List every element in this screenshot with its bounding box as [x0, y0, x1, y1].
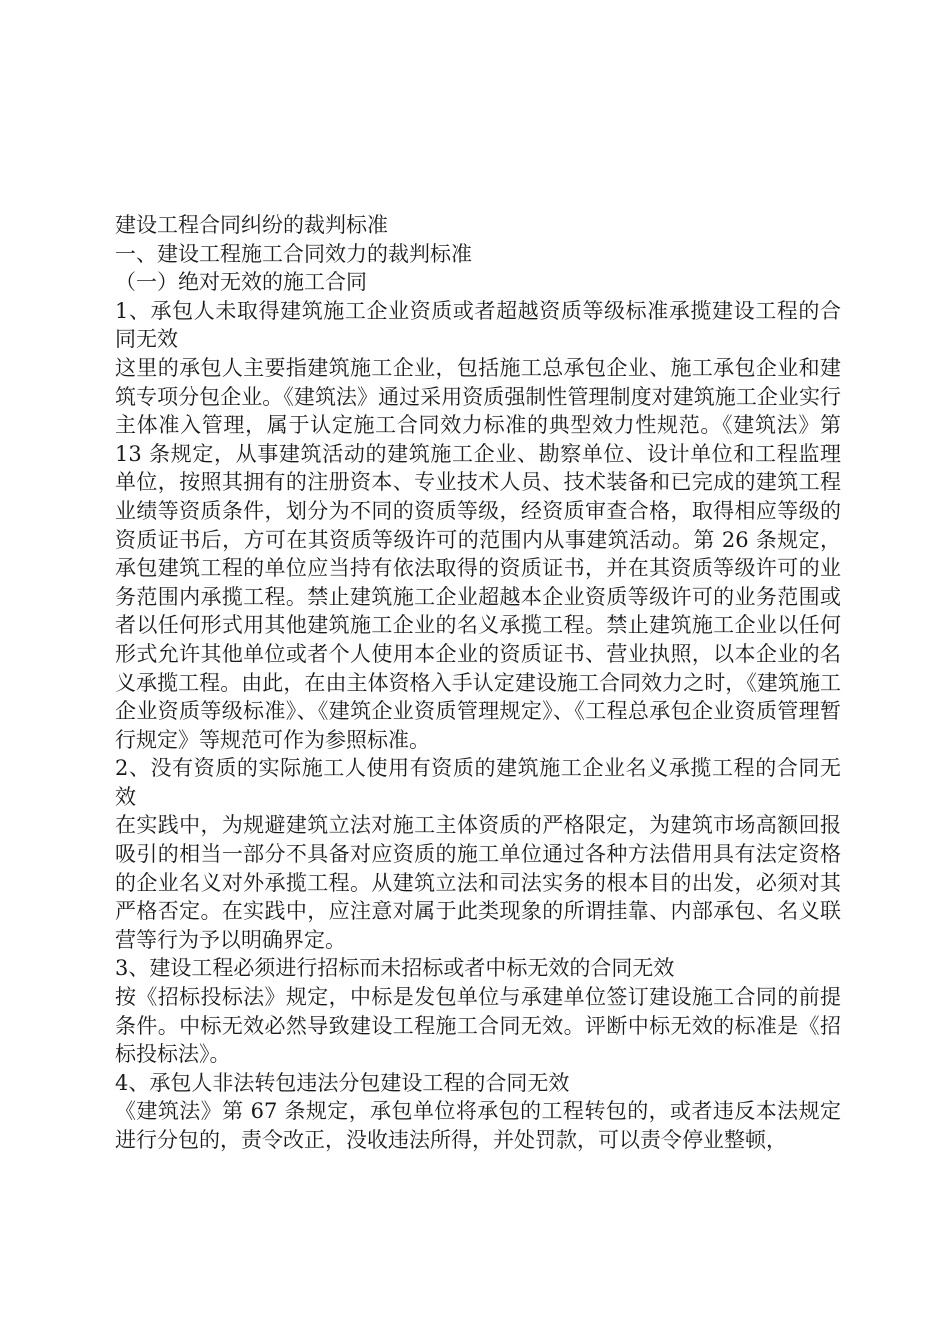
item-3-heading: 3、建设工程必须进行招标而未招标或者中标无效的合同无效 [115, 956, 675, 981]
item-2-heading: 2、没有资质的实际施工人使用有资质的建筑施工企业名义承揽工程的合同无效 [115, 756, 841, 809]
item-1-heading: 1、承包人未取得建筑施工企业资质或者超越资质等级标准承揽建设工程的合同无效 [115, 298, 841, 352]
item-1-paragraph: 这里的承包人主要指建筑施工企业，包括施工总承包企业、施工承包企业和建筑专项分包企业。《建筑法》通过采用资质强制性管理制度对建筑施工企业实行主体准入管理，属于认定施工合同效力标准的典型效力性规范。《建筑法》第 13 条规定，从事建筑活动的建筑施工企业、勘察单位、设计单位和工程监理单位，按照其拥有的注册资本、专业技术人员、技术装备和已完成的建筑工程业绩等资质条件，划分为不同的资质等级，经资质审查合格，取得相应等级的资质证书后，方可在其资质等级许可的范围内从事建筑活动。第 26 条规定，承包建筑工程的单位应当持有依法取得的资质证书，并在其资质等级许可的业务范围内承揽工程。禁止建筑施工企业超越本企业资质等级许可的业务范围或者以任何形式用其他建筑施工企业的名义承揽工程。禁止建筑施工企业以任何形式允许其他单位或者个人使用本企业的资质证书、营业执照，以本企业的名义承揽工程。由此，在由主体资格入手认定建设施工合同效力之时，《建筑施工企业资质等级标准》、《建筑企业资质管理规定》、《工程总承包企业资质管理暂行规定》等规范可作为参照标准。 [115, 355, 841, 752]
item-4-heading: 4、承包人非法转包违法分包建设工程的合同无效 [115, 1070, 570, 1095]
section-heading: 一、建设工程施工合同效力的裁判标准 [115, 241, 472, 266]
item-2-paragraph: 在实践中，为规避建筑立法对施工主体资质的严格限定，为建筑市场高额回报吸引的相当一部分不具备对应资质的施工单位通过各种方法借用具有法定资格的企业名义对外承揽工程。从建筑立法和司法实务的根本目的出发，必须对其严格否定。在实践中，应注意对属于此类现象的所谓挂靠、内部承包、名义联营等行为予以明确界定。 [115, 813, 841, 952]
document-title: 建设工程合同纠纷的裁判标准 [115, 213, 388, 237]
document-body [115, 211, 841, 1155]
subsection-heading: （一）绝对无效的施工合同 [115, 270, 367, 295]
item-4-paragraph: 《建筑法》第 67 条规定，承包单位将承包的工程转包的，或者违反本法规定进行分包的，责令改正，没收违法所得，并处罚款，可以责令停业整顿， [115, 1099, 841, 1152]
item-3-paragraph: 按《招标投标法》规定，中标是发包单位与承建单位签订建设施工合同的前提条件。中标无效必然导致建设工程施工合同无效。评断中标无效的标准是《招标投标法》。 [115, 985, 841, 1067]
